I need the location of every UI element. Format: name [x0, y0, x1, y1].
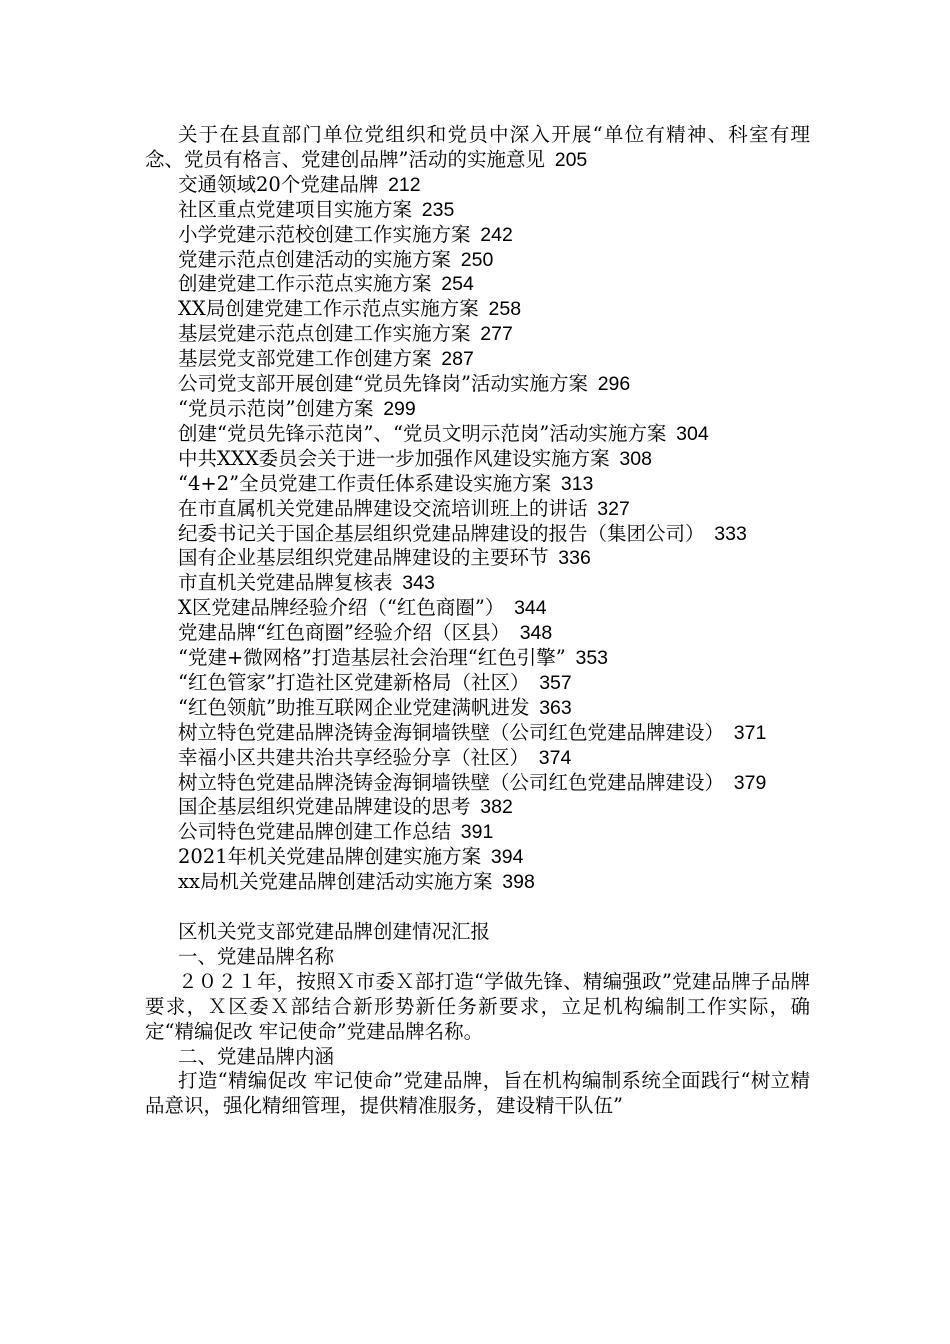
toc-entry-title: “党建+微网格”打造基层社会治理“红色引擎” — [178, 646, 566, 670]
section-heading-brand-meaning: 二、党建品牌内涵 — [178, 1044, 335, 1068]
toc-entry — [145, 771, 810, 796]
toc-entry-title: 树立特色党建品牌浇铸金海铜墙铁壁（公司红色党建品牌建设） — [178, 770, 725, 794]
toc-entry-page-number: 398 — [502, 871, 535, 894]
toc-entry-title: 创建党建工作示范点实施方案 — [178, 272, 432, 296]
toc-entry — [145, 522, 810, 547]
toc-entry — [145, 546, 810, 571]
toc-entry-title: 国企基层组织党建品牌建设的思考 — [178, 795, 471, 819]
toc-entry-page-number: 348 — [519, 622, 553, 645]
toc-entry-title: 幸福小区共建共治共享经验分享（社区） — [178, 745, 530, 769]
article-title: 区机关党支部党建品牌创建情况汇报 — [178, 919, 491, 943]
toc-entry-title: “4+2”全员党建工作责任体系建设实施方案 — [178, 471, 552, 495]
toc-entry-page-number: 353 — [575, 647, 609, 670]
toc-entry-title: 公司党支部开展创建“党员先锋岗”活动实施方案 — [178, 372, 588, 396]
toc-entry — [145, 571, 810, 596]
toc-entry-page-number: 205 — [554, 148, 588, 171]
toc-entry-page-number: 336 — [558, 547, 591, 570]
toc-entry — [145, 746, 810, 771]
toc-entry-title: 国有企业基层组织党建品牌建设的主要环节 — [178, 546, 549, 570]
toc-entry — [145, 721, 810, 746]
table-of-contents — [145, 123, 810, 895]
toc-entry-page-number: 327 — [597, 497, 630, 520]
toc-entry-page-number: 391 — [460, 821, 494, 844]
toc-entry-page-number: 304 — [676, 422, 709, 445]
document-page — [145, 123, 810, 1119]
toc-entry-page-number: 242 — [480, 223, 513, 246]
toc-entry-page-number: 374 — [538, 746, 572, 769]
toc-entry-page-number: 357 — [539, 671, 572, 694]
toc-entry-page-number: 277 — [480, 323, 513, 346]
toc-entry-title: 小学党建示范校创建工作实施方案 — [178, 222, 471, 246]
toc-entry-title: XX局创建党建工作示范点实施方案 — [178, 297, 479, 321]
toc-entry-page-number: 344 — [514, 597, 547, 620]
toc-entry — [145, 820, 810, 845]
blank-line — [145, 895, 810, 920]
toc-entry-title: 2021年机关党建品牌创建实施方案 — [178, 845, 482, 869]
toc-entry — [145, 671, 810, 696]
toc-entry-page-number: 212 — [388, 173, 421, 196]
toc-entry-page-number: 254 — [441, 273, 474, 296]
toc-entry-page-number: 308 — [619, 447, 652, 470]
toc-entry — [145, 795, 810, 820]
toc-entry — [145, 397, 810, 422]
toc-entry — [145, 472, 810, 497]
section-heading-brand-name: 一、党建品牌名称 — [178, 944, 335, 968]
section-body-brand-meaning: 打造“精编促改 牢记使命”党建品牌，旨在机构编制系统全面践行“树立精品意识，强化精细管理，提供精准服务，建设精干队伍” — [145, 1069, 810, 1118]
toc-entry — [145, 347, 810, 372]
toc-entry — [145, 621, 810, 646]
toc-entry-page-number: 371 — [733, 721, 767, 744]
toc-entry — [145, 870, 810, 895]
toc-entry-page-number: 250 — [460, 248, 494, 271]
toc-entry — [145, 596, 810, 621]
toc-entry-title: “党员示范岗”创建方案 — [178, 396, 374, 420]
toc-entry-page-number: 299 — [383, 397, 416, 420]
toc-entry-title: 关于在县直部门单位党组织和党员中深入开展“单位有精神、科室有理念、党员有格言、党建创品牌”活动的实施意见 — [145, 123, 810, 171]
toc-entry-page-number: 343 — [402, 572, 435, 595]
toc-entry-title: 创建“党员先锋示范岗”、“党员文明示范岗”活动实施方案 — [178, 421, 667, 445]
toc-entry — [145, 322, 810, 347]
section-body-brand-name: ２０２１年，按照Ｘ市委Ｘ部打造“学做先锋、精编强政”党建品牌子品牌要求，Ｘ区委Ｘ部结合新形势新任务新要求，立足机构编制工作实际，确定“精编促改 牢记使命”党建品牌名称。 — [145, 969, 810, 1043]
toc-entry — [145, 447, 810, 472]
toc-entry-page-number: 235 — [421, 198, 455, 221]
toc-entry-title: 交通领域20个党建品牌 — [178, 172, 379, 196]
toc-entry-title: 树立特色党建品牌浇铸金海铜墙铁壁（公司红色党建品牌建设） — [178, 720, 725, 744]
toc-entry-title: “红色领航”助推互联网企业党建满帆进发 — [178, 695, 530, 719]
toc-entry — [145, 198, 810, 223]
toc-entry-title: “红色管家”打造社区党建新格局（社区） — [178, 670, 530, 694]
toc-entry — [145, 123, 810, 173]
toc-entry-page-number: 394 — [490, 846, 524, 869]
toc-entry — [145, 497, 810, 522]
toc-entry — [145, 173, 810, 198]
toc-entry — [145, 845, 810, 870]
toc-entry-title: 中共XXX委员会关于进一步加强作风建设实施方案 — [178, 446, 610, 470]
toc-entry-title: 党建示范点创建活动的实施方案 — [178, 247, 452, 271]
toc-entry — [145, 696, 810, 721]
toc-entry-page-number: 258 — [488, 298, 522, 321]
toc-entry-title: xx局机关党建品牌创建活动实施方案 — [178, 870, 493, 894]
toc-entry-page-number: 379 — [733, 771, 767, 794]
toc-entry-page-number: 287 — [441, 348, 474, 371]
toc-entry-title: X区党建品牌经验介绍（“红色商圈”） — [178, 596, 505, 620]
toc-entry-page-number: 382 — [480, 796, 513, 819]
toc-entry-title: 基层党支部党建工作创建方案 — [178, 347, 432, 371]
toc-entry-title: 在市直属机关党建品牌建设交流培训班上的讲话 — [178, 496, 588, 520]
toc-entry-title: 党建品牌“红色商圈”经验介绍（区县） — [178, 621, 510, 645]
toc-entry — [145, 223, 810, 248]
toc-entry-page-number: 296 — [597, 373, 631, 396]
toc-entry-page-number: 333 — [714, 522, 747, 545]
toc-entry-title: 公司特色党建品牌创建工作总结 — [178, 820, 452, 844]
toc-entry — [145, 646, 810, 671]
toc-entry-page-number: 363 — [539, 696, 572, 719]
toc-entry — [145, 272, 810, 297]
toc-entry — [145, 248, 810, 273]
toc-entry-title: 市直机关党建品牌复核表 — [178, 571, 393, 595]
toc-entry-title: 基层党建示范点创建工作实施方案 — [178, 322, 471, 346]
toc-entry — [145, 297, 810, 322]
toc-entry-title: 纪委书记关于国企基层组织党建品牌建设的报告（集团公司） — [178, 521, 705, 545]
toc-entry-title: 社区重点党建项目实施方案 — [178, 197, 413, 221]
toc-entry — [145, 422, 810, 447]
toc-entry-page-number: 313 — [560, 472, 594, 495]
toc-entry — [145, 372, 810, 397]
